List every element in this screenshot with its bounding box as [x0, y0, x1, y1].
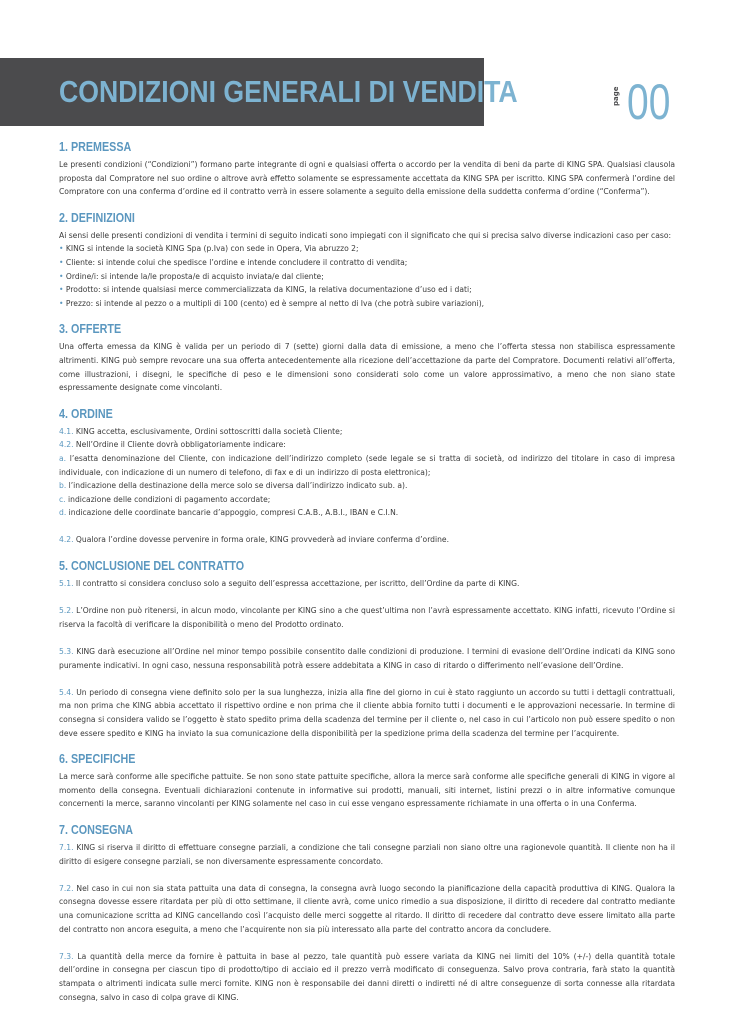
clause-number: a. — [59, 453, 67, 463]
clause-text: KING darà esecuzione all’Ordine nel minor tempo possibile consentito dalle condizioni di produzione. I termini di evasione dell’Ordine indicati da KING sono puramente indicativi. In ogni caso, nessuna responsabilità potrà essere addebitata a KING in caso di ritardo o differimento nell’evasione dell’Ordine. — [59, 647, 675, 670]
clause — [59, 841, 675, 868]
clause-text: l’indicazione della destinazione della merce solo se diversa dall’indirizzo indicato sub. a). — [68, 481, 408, 491]
section-definizioni — [59, 211, 675, 311]
clause-text: l’esatta denominazione del Cliente, con indicazione dell’indirizzo completo (sede legale se si tratta di società, od indirizzo del titolare in caso di impresa individuale, con indicazione di un numero di telefono, di fax e di un indirizzo di posta elettronica); — [59, 453, 675, 477]
clause — [59, 425, 675, 439]
clause-number: 4.2. — [59, 440, 74, 450]
section-title: 6. SPECIFICHE — [59, 752, 136, 767]
title-bar — [0, 58, 518, 126]
document-body — [59, 140, 675, 1016]
clause-number: 5.2. — [59, 606, 74, 616]
section-title: 3. OFFERTE — [59, 322, 122, 337]
section-specifiche — [59, 752, 675, 811]
section-title: 1. PREMESSA — [59, 140, 132, 154]
clause-text: indicazione delle condizioni di pagamento accordate; — [68, 494, 271, 504]
clause — [59, 950, 675, 1004]
section-title: 4. ORDINE — [59, 406, 113, 421]
clause — [59, 533, 675, 547]
page-title: CONDIZIONI GENERALI DI VENDITA — [59, 74, 518, 109]
section-offerte — [59, 322, 675, 394]
paragraph: Una offerta emessa da KING è valida per un periodo di 7 (sette) giorni dalla data di emissione, a meno che l’offerta stessa non stabilisca espressamente altrimenti. KING può sempre revocare una sua offerta antecedentemente alla ricezione dell’accettazione da parte del Compratore. Documenti relativi all’offerta, come illustrazioni, i disegni, le specifiche di peso e le dimensioni sono considerati solo come un valore approssimativo, a meno che non siano state espressamente designate come vincolanti. — [59, 342, 675, 393]
clause-number: 4.2. — [59, 535, 74, 545]
clause — [59, 577, 675, 591]
clause — [59, 645, 675, 672]
clause-text: Il contratto si considera concluso solo a seguito dell’espressa accettazione, per iscritto, dell’Ordine da parte di KING. — [75, 579, 520, 589]
paragraph: La merce sarà conforme alle specifiche pattuite. Se non sono state pattuite specifiche, allora la merce sarà conforme alle specifiche generali di KING in vigore al momento della consegna. Eventuali dichiarazioni contenute in informative sui prodotti, manuali, siti internet, listini prezzi o in altre informative comunque concernenti la merce, saranno vincolanti per KING solamente nel caso in cui esse vengano espressamente richiamate in una offerta o in una Conferma. — [59, 772, 675, 809]
clause-number: 7.3. — [59, 951, 74, 961]
clause — [59, 452, 675, 479]
clause-number: 7.1. — [59, 842, 74, 852]
clause-text: L’Ordine non può ritenersi, in alcun modo, vincolante per KING sino a che quest’ultima non l’avrà espressamente accettato. KING infatti, ricevuto l’Ordine si riserva la facoltà di verificare la disponibilità o meno del Prodotto ordinato. — [59, 606, 675, 629]
section-title: 5. CONCLUSIONE DEL CONTRATTO — [59, 559, 245, 574]
page-number: 00 — [627, 74, 671, 130]
clause-text: Un periodo di consegna viene definito solo per la sua lunghezza, inizia alla fine del giorno in cui è stato raggiunto un accordo su tutti i dettagli contrattuali, ma non prima che KING abbia accettato il rispettivo ordine e non prima che il cliente abbia fornito tutti i documenti e le approvazioni necessarie. In termine di consegna si considera valido se l’oggetto è stato spedito prima della scadenza del termine per il cliente o, nel caso in cui l’articolo non può essere spedito o non deve essere spedito e KING ha inviato la sua comunicazione della disponibilità per la spedizione prima della scadenza del termine per l’acquirente. — [59, 687, 675, 738]
clause-number: 7.2. — [59, 883, 74, 893]
section-premessa — [59, 140, 675, 199]
clause-number: b. — [59, 481, 67, 491]
clause-number: 5.4. — [59, 687, 74, 697]
section-conclusione — [59, 559, 675, 740]
clause-text: La quantità della merce da fornire è pattuita in base al pezzo, tale quantità può essere variata da KING nei limiti del 10% (+/-) della quantità totale dell’ordine in consegna per ciascun tipo di prodotto/tipo di acciaio ed il prezzo verrà modificato di conseguenza. Salvo prova contraria, farà stato la quantità stampata o altrimenti indicata sulle merci fornite. KING non è responsabile dei danni diretti o indiretti né di altre conseguenze di sorta connesse alla ritardata consegna, salvo in caso di colpa grave di KING. — [59, 951, 675, 1002]
clause — [59, 438, 675, 452]
clause — [59, 493, 675, 507]
clause-text: indicazione delle coordinate bancarie d’appoggio, compresi C.A.B., A.B.I., IBAN e C.I.N. — [68, 508, 399, 518]
clause-number: 5.1. — [59, 579, 74, 589]
clause — [59, 604, 675, 631]
clause — [59, 479, 675, 493]
section-title: 2. DEFINIZIONI — [59, 210, 135, 225]
list-item: • Prezzo: si intende al pezzo o a multipli di 100 (cento) ed è sempre al netto di Iva (che potrà subire variazioni), — [59, 297, 675, 311]
clause — [59, 882, 675, 936]
paragraph: Ai sensi delle presenti condizioni di vendita i termini di seguito indicati sono impiegati con il significato che qui si precisa salvo diverse indicazioni caso per caso: — [59, 230, 672, 240]
clause-number: 4.1. — [59, 426, 74, 436]
clause-number: c. — [59, 494, 66, 504]
page-label: page — [612, 86, 620, 106]
list-item: • Ordine/i: si intende la/le proposta/e di acquisto inviata/e dal cliente; — [59, 270, 675, 284]
clause-text: Qualora l’ordine dovesse pervenire in forma orale, KING provvederà ad inviare conferma d’ordine. — [75, 535, 450, 545]
section-ordine — [59, 407, 675, 547]
section-title: 7. CONSEGNA — [59, 822, 134, 837]
clause-text: KING accetta, esclusivamente, Ordini sottoscritti dalla società Cliente; — [75, 426, 343, 436]
section-consegna — [59, 823, 675, 1004]
clause — [59, 686, 675, 740]
list-item: • Prodotto: si intende qualsiasi merce commercializzata da KING, la relativa documentazione d’uso ed i dati; — [59, 283, 675, 297]
clause-text: Nell’Ordine il Cliente dovrà obbligatoriamente indicare: — [75, 440, 286, 450]
list-item: • Cliente: si intende colui che spedisce l’ordine e intende concludere il contratto di vendita; — [59, 256, 675, 270]
clause-text: Nel caso in cui non sia stata pattuita una data di consegna, la consegna avrà luogo secondo la pianificazione della capacità produttiva di KING. Qualora la consegna dovesse essere ritardata per più di otto settimane, il cliente avrà, come unico rimedio a sua disposizione, il diritto di recedere dal contratto mediante una comunicazione scritta ad KING cancellando così l’acquisto delle merci soggette al ritardo. Il diritto di recedere dal contratto deve essere limitato alla parte del contratto non ancora eseguita, a meno che l’acquirente non sia più interessato alla parte del contratto ancora da concludere. — [59, 883, 676, 934]
clause-number: d. — [59, 508, 67, 518]
paragraph: Le presenti condizioni (“Condizioni”) formano parte integrante di ogni e qualsiasi offerta o accordo per la vendita di beni da parte di KING SPA. Qualsiasi clausola proposta dal Compratore nel suo ordine o altrove avrà effetto solamente se espressamente accettata da KING SPA per iscritto. KING SPA confermerà l’ordine del Compratore con una conferma d’ordine ed il contratto verrà in essere solamente a seguito della emissione della suddetta conferma d’ordine (“Conferma”). — [59, 160, 675, 197]
clause — [59, 506, 675, 520]
clause-text: KING si riserva il diritto di effettuare consegne parziali, a condizione che tali consegne parziali non siano oltre una ragionevole quantità. Il cliente non ha il diritto di esigere consegne parziali, se non diversamente espressamente concordato. — [59, 842, 675, 866]
list-item: • KING si intende la società KING Spa (p.Iva) con sede in Opera, Via abruzzo 2; — [59, 242, 675, 256]
clause-number: 5.3. — [59, 647, 74, 657]
